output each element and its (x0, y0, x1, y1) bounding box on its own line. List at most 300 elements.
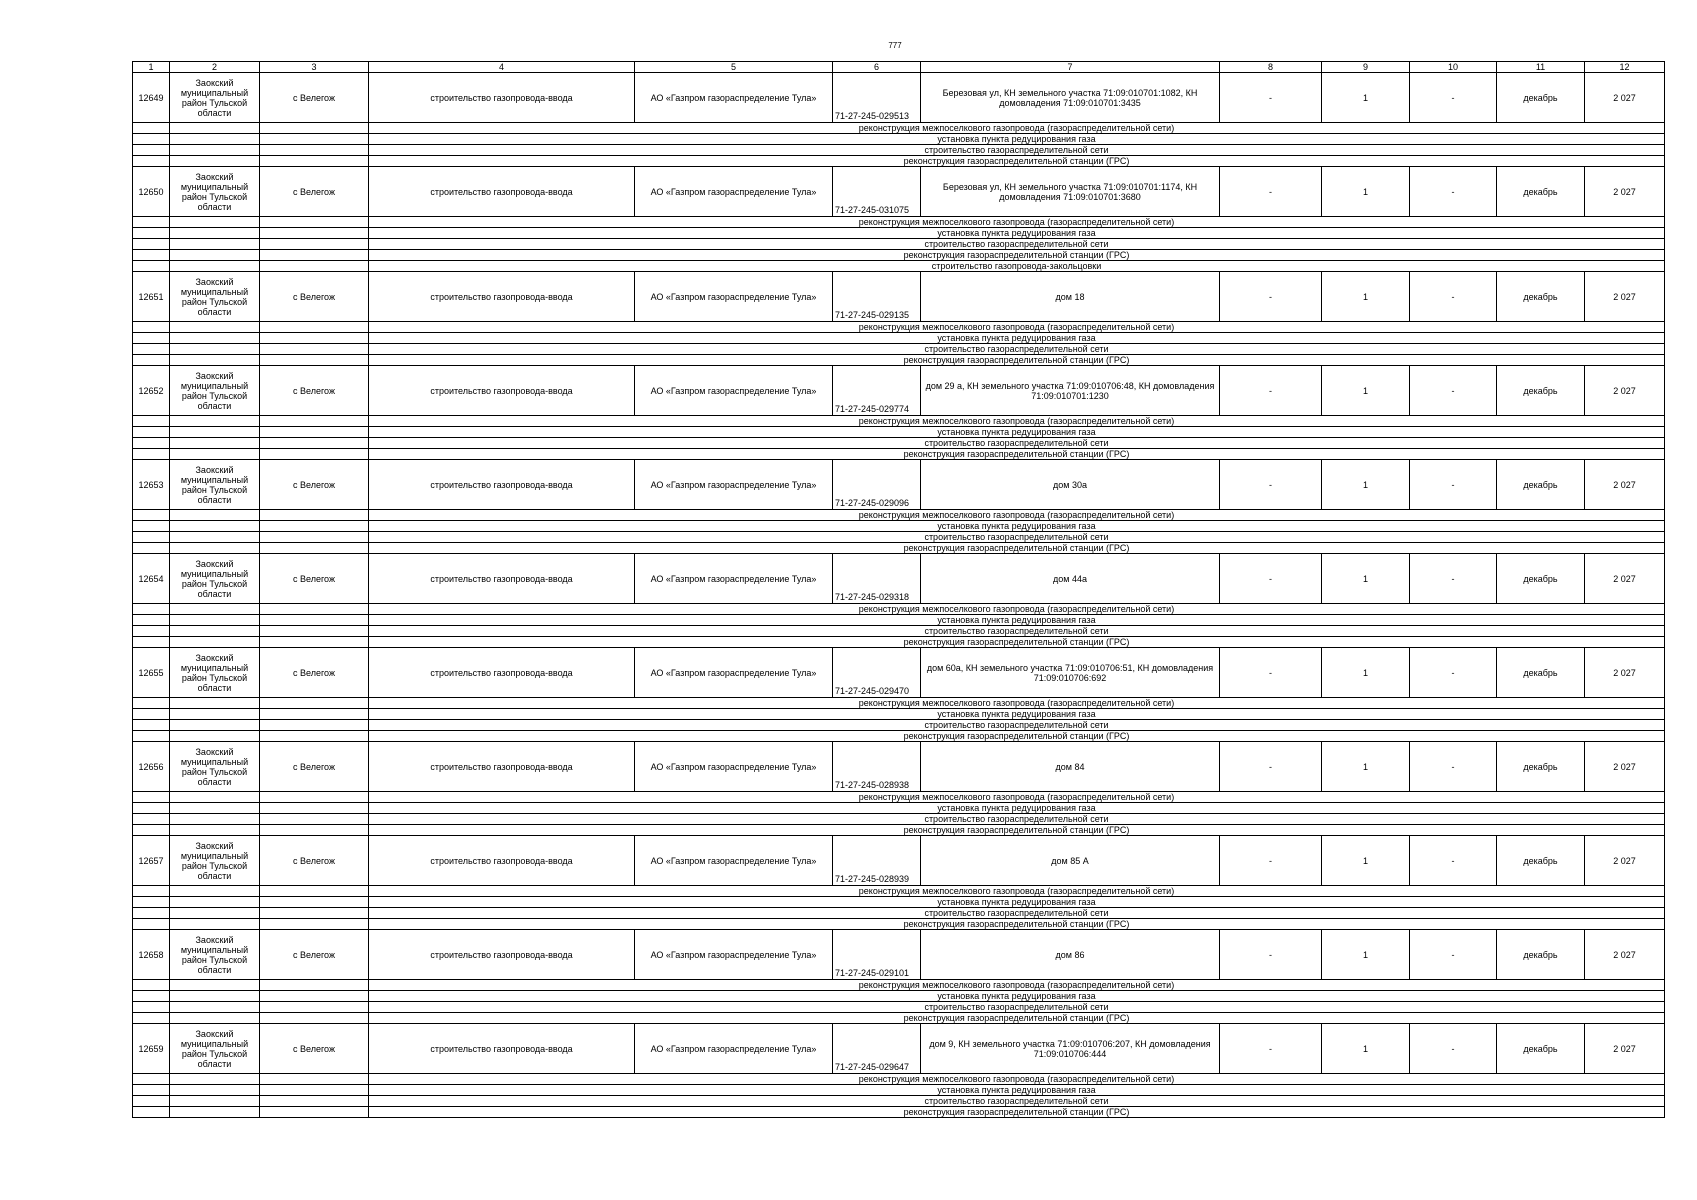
subtask-empty-cell (133, 543, 170, 554)
col8-value: - (1220, 272, 1322, 322)
subtask-text: строительство газораспределительной сети (369, 814, 1665, 825)
address: Березовая ул, КН земельного участка 71:09:010701:1082, КН домовладения 71:09:010701:3435 (921, 73, 1220, 123)
record-number: 12649 (133, 73, 170, 123)
object-code: 71-27-245-031075 (833, 167, 921, 217)
subtask-empty-cell (133, 1002, 170, 1013)
subtask-text: реконструкция межпоселкового газопровода (газораспределительной сети) (369, 322, 1665, 333)
subtask-text: установка пункта редуцирования газа (369, 709, 1665, 720)
settlement: с Велегож (260, 73, 369, 123)
subtask-row (133, 134, 1665, 145)
settlement: с Велегож (260, 366, 369, 416)
subtask-empty-cell (260, 322, 369, 333)
subtask-text: реконструкция газораспределительной станции (ГРС) (369, 731, 1665, 742)
subtask-empty-cell (260, 803, 369, 814)
subtask-empty-cell (260, 1074, 369, 1085)
subtask-empty-cell (260, 615, 369, 626)
work-type: строительство газопровода-ввода (369, 1024, 635, 1074)
subtask-empty-cell (260, 543, 369, 554)
col9-value: 1 (1322, 930, 1410, 980)
address: дом 86 (921, 930, 1220, 980)
work-type: строительство газопровода-ввода (369, 930, 635, 980)
record-number: 12654 (133, 554, 170, 604)
settlement: с Велегож (260, 742, 369, 792)
company: АО «Газпром газораспределение Тула» (635, 167, 833, 217)
settlement: с Велегож (260, 836, 369, 886)
subtask-row (133, 1013, 1665, 1024)
district: Заокский муниципальный район Тульской области (170, 648, 260, 698)
col9-value: 1 (1322, 272, 1410, 322)
subtask-row (133, 1074, 1665, 1085)
subtask-text: реконструкция межпоселкового газопровода (газораспределительной сети) (369, 792, 1665, 803)
object-code: 71-27-245-029096 (833, 460, 921, 510)
subtask-empty-cell (170, 897, 260, 908)
subtask-text: установка пункта редуцирования газа (369, 615, 1665, 626)
subtask-empty-cell (133, 134, 170, 145)
work-type: строительство газопровода-ввода (369, 366, 635, 416)
subtask-empty-cell (260, 825, 369, 836)
month: декабрь (1497, 366, 1585, 416)
subtask-empty-cell (260, 897, 369, 908)
subtask-text: реконструкция газораспределительной станции (ГРС) (369, 543, 1665, 554)
col8-value: - (1220, 167, 1322, 217)
subtask-empty-cell (133, 250, 170, 261)
settlement: с Велегож (260, 272, 369, 322)
subtask-empty-cell (170, 217, 260, 228)
subtask-empty-cell (260, 698, 369, 709)
subtask-empty-cell (260, 449, 369, 460)
subtask-row (133, 1085, 1665, 1096)
district: Заокский муниципальный район Тульской области (170, 554, 260, 604)
district: Заокский муниципальный район Тульской области (170, 366, 260, 416)
table-row (133, 73, 1665, 123)
month: декабрь (1497, 836, 1585, 886)
subtask-empty-cell (133, 416, 170, 427)
subtask-empty-cell (170, 355, 260, 366)
subtask-text: реконструкция межпоселкового газопровода (газораспределительной сети) (369, 980, 1665, 991)
subtask-empty-cell (133, 1013, 170, 1024)
subtask-text: установка пункта редуцирования газа (369, 427, 1665, 438)
address: дом 18 (921, 272, 1220, 322)
company: АО «Газпром газораспределение Тула» (635, 366, 833, 416)
subtask-text: установка пункта редуцирования газа (369, 897, 1665, 908)
subtask-text: реконструкция газораспределительной станции (ГРС) (369, 449, 1665, 460)
address: Березовая ул, КН земельного участка 71:09:010701:1174, КН домовладения 71:09:010701:3680 (921, 167, 1220, 217)
company: АО «Газпром газораспределение Тула» (635, 73, 833, 123)
subtask-empty-cell (170, 792, 260, 803)
subtask-empty-cell (170, 731, 260, 742)
subtask-empty-cell (133, 261, 170, 272)
settlement: с Велегож (260, 930, 369, 980)
col10-value: - (1410, 73, 1497, 123)
subtask-empty-cell (260, 438, 369, 449)
subtask-empty-cell (170, 980, 260, 991)
subtask-text: реконструкция газораспределительной станции (ГРС) (369, 1013, 1665, 1024)
col10-value: - (1410, 167, 1497, 217)
district: Заокский муниципальный район Тульской области (170, 742, 260, 792)
col9-value: 1 (1322, 554, 1410, 604)
col10-value: - (1410, 930, 1497, 980)
record-number: 12652 (133, 366, 170, 416)
subtask-row (133, 615, 1665, 626)
subtask-text: реконструкция межпоселкового газопровода (газораспределительной сети) (369, 1074, 1665, 1085)
subtask-row (133, 438, 1665, 449)
object-code: 71-27-245-029647 (833, 1024, 921, 1074)
subtask-row (133, 449, 1665, 460)
object-code: 71-27-245-029101 (833, 930, 921, 980)
subtask-empty-cell (170, 438, 260, 449)
subtask-empty-cell (170, 1107, 260, 1118)
column-number: 8 (1220, 62, 1322, 73)
month: декабрь (1497, 1024, 1585, 1074)
table-row (133, 366, 1665, 416)
subtask-row (133, 427, 1665, 438)
subtask-empty-cell (260, 720, 369, 731)
year: 2 027 (1585, 742, 1665, 792)
col8-value: - (1220, 554, 1322, 604)
record-number: 12656 (133, 742, 170, 792)
gas-connection-table (132, 61, 1665, 1118)
subtask-empty-cell (260, 637, 369, 648)
object-code: 71-27-245-028938 (833, 742, 921, 792)
col8-value: - (1220, 836, 1322, 886)
subtask-empty-cell (260, 532, 369, 543)
work-type: строительство газопровода-ввода (369, 648, 635, 698)
subtask-text: реконструкция газораспределительной станции (ГРС) (369, 156, 1665, 167)
subtask-empty-cell (260, 709, 369, 720)
subtask-empty-cell (260, 814, 369, 825)
subtask-row (133, 145, 1665, 156)
subtask-row (133, 1107, 1665, 1118)
district: Заокский муниципальный район Тульской области (170, 167, 260, 217)
company: АО «Газпром газораспределение Тула» (635, 930, 833, 980)
work-type: строительство газопровода-ввода (369, 836, 635, 886)
subtask-empty-cell (260, 1085, 369, 1096)
month: декабрь (1497, 460, 1585, 510)
subtask-text: реконструкция межпоселкового газопровода (газораспределительной сети) (369, 217, 1665, 228)
subtask-text: строительство газораспределительной сети (369, 720, 1665, 731)
subtask-empty-cell (170, 228, 260, 239)
subtask-empty-cell (260, 416, 369, 427)
column-number: 3 (260, 62, 369, 73)
subtask-empty-cell (133, 344, 170, 355)
address: дом 30а (921, 460, 1220, 510)
subtask-empty-cell (170, 908, 260, 919)
subtask-empty-cell (170, 1096, 260, 1107)
subtask-empty-cell (170, 156, 260, 167)
subtask-text: строительство газораспределительной сети (369, 239, 1665, 250)
subtask-row (133, 344, 1665, 355)
work-type: строительство газопровода-ввода (369, 167, 635, 217)
subtask-empty-cell (170, 1002, 260, 1013)
subtask-text: строительство газораспределительной сети (369, 344, 1665, 355)
col10-value: - (1410, 460, 1497, 510)
district: Заокский муниципальный район Тульской области (170, 272, 260, 322)
table-row (133, 648, 1665, 698)
work-type: строительство газопровода-ввода (369, 742, 635, 792)
subtask-text: строительство газопровода-закольцовки (369, 261, 1665, 272)
address: дом 60а, КН земельного участка 71:09:010706:51, КН домовладения 71:09:010706:692 (921, 648, 1220, 698)
subtask-empty-cell (133, 615, 170, 626)
address: дом 9, КН земельного участка 71:09:010706:207, КН домовладения 71:09:010706:444 (921, 1024, 1220, 1074)
column-number: 11 (1497, 62, 1585, 73)
subtask-empty-cell (133, 980, 170, 991)
year: 2 027 (1585, 460, 1665, 510)
subtask-empty-cell (133, 825, 170, 836)
company: АО «Газпром газораспределение Тула» (635, 836, 833, 886)
subtask-row (133, 250, 1665, 261)
subtask-empty-cell (260, 991, 369, 1002)
subtask-row (133, 604, 1665, 615)
year: 2 027 (1585, 554, 1665, 604)
subtask-row (133, 886, 1665, 897)
subtask-row (133, 543, 1665, 554)
subtask-empty-cell (260, 980, 369, 991)
subtask-text: строительство газораспределительной сети (369, 1002, 1665, 1013)
subtask-empty-cell (260, 355, 369, 366)
table-row (133, 742, 1665, 792)
column-number: 4 (369, 62, 635, 73)
subtask-empty-cell (133, 637, 170, 648)
subtask-empty-cell (260, 156, 369, 167)
district: Заокский муниципальный район Тульской области (170, 836, 260, 886)
col9-value: 1 (1322, 1024, 1410, 1074)
subtask-empty-cell (170, 1013, 260, 1024)
subtask-text: установка пункта редуцирования газа (369, 134, 1665, 145)
subtask-row (133, 1002, 1665, 1013)
subtask-text: установка пункта редуцирования газа (369, 803, 1665, 814)
subtask-empty-cell (133, 156, 170, 167)
subtask-empty-cell (260, 239, 369, 250)
column-number: 10 (1410, 62, 1497, 73)
subtask-empty-cell (133, 731, 170, 742)
subtask-row (133, 626, 1665, 637)
subtask-row (133, 803, 1665, 814)
subtask-empty-cell (260, 521, 369, 532)
col9-value: 1 (1322, 648, 1410, 698)
year: 2 027 (1585, 930, 1665, 980)
subtask-row (133, 510, 1665, 521)
subtask-text: строительство газораспределительной сети (369, 1096, 1665, 1107)
subtask-empty-cell (170, 521, 260, 532)
subtask-empty-cell (260, 886, 369, 897)
subtask-empty-cell (170, 134, 260, 145)
col9-value: 1 (1322, 366, 1410, 416)
subtask-empty-cell (170, 720, 260, 731)
subtask-row (133, 908, 1665, 919)
record-number: 12658 (133, 930, 170, 980)
subtask-empty-cell (170, 637, 260, 648)
subtask-empty-cell (170, 261, 260, 272)
subtask-row (133, 261, 1665, 272)
column-number: 12 (1585, 62, 1665, 73)
col8-value: - (1220, 648, 1322, 698)
object-code: 71-27-245-028939 (833, 836, 921, 886)
subtask-empty-cell (260, 510, 369, 521)
subtask-row (133, 991, 1665, 1002)
year: 2 027 (1585, 648, 1665, 698)
subtask-empty-cell (170, 698, 260, 709)
column-number: 9 (1322, 62, 1410, 73)
object-code: 71-27-245-029470 (833, 648, 921, 698)
subtask-row (133, 123, 1665, 134)
subtask-empty-cell (260, 792, 369, 803)
subtask-empty-cell (170, 322, 260, 333)
subtask-text: строительство газораспределительной сети (369, 908, 1665, 919)
subtask-empty-cell (170, 991, 260, 1002)
subtask-row (133, 720, 1665, 731)
subtask-empty-cell (133, 698, 170, 709)
subtask-empty-cell (260, 1107, 369, 1118)
subtask-empty-cell (170, 803, 260, 814)
page-number: 777 (888, 41, 902, 50)
table-row (133, 930, 1665, 980)
address: дом 84 (921, 742, 1220, 792)
subtask-empty-cell (260, 1013, 369, 1024)
subtask-text: установка пункта редуцирования газа (369, 1085, 1665, 1096)
subtask-empty-cell (260, 1096, 369, 1107)
object-code: 71-27-245-029513 (833, 73, 921, 123)
settlement: с Велегож (260, 648, 369, 698)
subtask-empty-cell (260, 919, 369, 930)
subtask-empty-cell (170, 416, 260, 427)
column-number: 7 (921, 62, 1220, 73)
company: АО «Газпром газораспределение Тула» (635, 460, 833, 510)
subtask-text: реконструкция межпоселкового газопровода (газораспределительной сети) (369, 886, 1665, 897)
subtask-row (133, 228, 1665, 239)
record-number: 12659 (133, 1024, 170, 1074)
year: 2 027 (1585, 1024, 1665, 1074)
col10-value: - (1410, 742, 1497, 792)
month: декабрь (1497, 554, 1585, 604)
month: декабрь (1497, 73, 1585, 123)
subtask-row (133, 521, 1665, 532)
subtask-row (133, 333, 1665, 344)
col9-value: 1 (1322, 460, 1410, 510)
col10-value: - (1410, 366, 1497, 416)
subtask-row (133, 792, 1665, 803)
year: 2 027 (1585, 836, 1665, 886)
subtask-text: строительство газораспределительной сети (369, 532, 1665, 543)
subtask-text: установка пункта редуцирования газа (369, 333, 1665, 344)
subtask-row (133, 156, 1665, 167)
object-code: 71-27-245-029318 (833, 554, 921, 604)
subtask-text: реконструкция газораспределительной станции (ГРС) (369, 825, 1665, 836)
subtask-empty-cell (260, 250, 369, 261)
col8-value: - (1220, 73, 1322, 123)
col8-value: - (1220, 366, 1322, 416)
col8-value: - (1220, 930, 1322, 980)
table-row (133, 1024, 1665, 1074)
col8-value: - (1220, 460, 1322, 510)
col8-value: - (1220, 742, 1322, 792)
subtask-empty-cell (133, 604, 170, 615)
col10-value: - (1410, 554, 1497, 604)
subtask-row (133, 709, 1665, 720)
record-number: 12650 (133, 167, 170, 217)
subtask-text: реконструкция межпоселкового газопровода (газораспределительной сети) (369, 510, 1665, 521)
subtask-empty-cell (170, 427, 260, 438)
month: декабрь (1497, 167, 1585, 217)
year: 2 027 (1585, 167, 1665, 217)
subtask-text: строительство газораспределительной сети (369, 145, 1665, 156)
subtask-empty-cell (133, 897, 170, 908)
col9-value: 1 (1322, 167, 1410, 217)
subtask-empty-cell (260, 134, 369, 145)
settlement: с Велегож (260, 554, 369, 604)
subtask-empty-cell (133, 814, 170, 825)
subtask-text: реконструкция межпоселкового газопровода (газораспределительной сети) (369, 416, 1665, 427)
subtask-empty-cell (133, 908, 170, 919)
subtask-text: установка пункта редуцирования газа (369, 521, 1665, 532)
subtask-empty-cell (170, 543, 260, 554)
subtask-empty-cell (260, 427, 369, 438)
subtask-empty-cell (260, 908, 369, 919)
subtask-empty-cell (133, 449, 170, 460)
company: АО «Газпром газораспределение Тула» (635, 648, 833, 698)
month: декабрь (1497, 930, 1585, 980)
subtask-row (133, 532, 1665, 543)
subtask-empty-cell (133, 145, 170, 156)
subtask-empty-cell (170, 532, 260, 543)
subtask-empty-cell (170, 814, 260, 825)
subtask-row (133, 814, 1665, 825)
subtask-empty-cell (133, 991, 170, 1002)
subtask-empty-cell (170, 123, 260, 134)
year: 2 027 (1585, 366, 1665, 416)
subtask-empty-cell (170, 1074, 260, 1085)
work-type: строительство газопровода-ввода (369, 272, 635, 322)
subtask-empty-cell (170, 239, 260, 250)
col9-value: 1 (1322, 836, 1410, 886)
subtask-empty-cell (133, 1096, 170, 1107)
column-number: 5 (635, 62, 833, 73)
subtask-row (133, 217, 1665, 228)
settlement: с Велегож (260, 167, 369, 217)
subtask-empty-cell (133, 322, 170, 333)
record-number: 12655 (133, 648, 170, 698)
subtask-text: реконструкция межпоселкового газопровода (газораспределительной сети) (369, 604, 1665, 615)
object-code: 71-27-245-029135 (833, 272, 921, 322)
column-number: 1 (133, 62, 170, 73)
subtask-empty-cell (133, 239, 170, 250)
subtask-text: установка пункта редуцирования газа (369, 228, 1665, 239)
subtask-empty-cell (133, 510, 170, 521)
subtask-empty-cell (260, 228, 369, 239)
year: 2 027 (1585, 272, 1665, 322)
subtask-empty-cell (170, 626, 260, 637)
table-row (133, 836, 1665, 886)
subtask-empty-cell (170, 344, 260, 355)
district: Заокский муниципальный район Тульской области (170, 460, 260, 510)
subtask-empty-cell (260, 626, 369, 637)
address: дом 29 а, КН земельного участка 71:09:010706:48, КН домовладения 71:09:010701:1230 (921, 366, 1220, 416)
subtask-empty-cell (170, 250, 260, 261)
month: декабрь (1497, 742, 1585, 792)
col10-value: - (1410, 272, 1497, 322)
subtask-empty-cell (260, 604, 369, 615)
subtask-row (133, 637, 1665, 648)
address: дом 85 А (921, 836, 1220, 886)
record-number: 12651 (133, 272, 170, 322)
work-type: строительство газопровода-ввода (369, 460, 635, 510)
table-row (133, 167, 1665, 217)
subtask-empty-cell (260, 333, 369, 344)
subtask-row (133, 698, 1665, 709)
subtask-empty-cell (170, 919, 260, 930)
subtask-text: установка пункта редуцирования газа (369, 991, 1665, 1002)
col10-value: - (1410, 836, 1497, 886)
subtask-text: реконструкция межпоселкового газопровода (газораспределительной сети) (369, 698, 1665, 709)
